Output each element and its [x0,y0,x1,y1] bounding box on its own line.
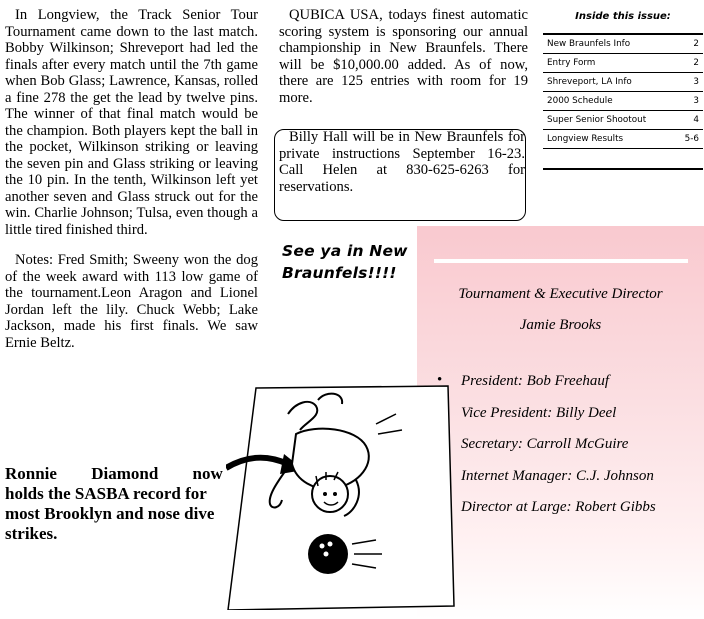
officer-item: • Internet Manager: C.J. Johnson [437,468,656,500]
record-line-2: holds the SASBA record for [5,484,207,503]
officer-item: • President: Bob Freehauf [437,373,656,405]
record-line-1: Ronnie Diamond now [5,464,223,483]
inside-this-issue [543,0,703,170]
contents-label: New Braunfels Info [543,35,679,54]
record-line-3: most Brooklyn and nose dive [5,504,215,523]
billy-hall-notice: Billy Hall will be in New Braunfels for private instructions September 16-23. Call Helen at 830-625-6263 for reservations. [279,129,525,195]
contents-page: 4 [679,111,703,130]
officer-item: • Vice President: Billy Deel [437,405,656,437]
contents-label: 2000 Schedule [543,92,679,111]
middle-column [279,7,528,106]
see-ya-heading [282,240,408,284]
qubica-article: QUBICA USA, todays finest automatic scoring system is sponsoring our annual championship in New Braunfels. There will be $10,000.00 added. As of now, there are 125 entries with room for 19 more. [279,7,528,106]
contents-page: 3 [679,92,703,111]
contents-row-empty [543,149,703,170]
officer-item: • Secretary: Carroll McGuire [437,436,656,468]
contents-row[interactable] [543,35,703,54]
contents-row[interactable] [543,111,703,130]
contents-row[interactable] [543,130,703,149]
contents-row[interactable] [543,54,703,73]
contents-label: Longview Results [543,130,679,149]
notes-paragraph: Notes: Fred Smith; Sweeny won the dog of the week award with 113 low game of the tournament.Leon Aragon and Lionel Jordan left the lily. Chuck Webb; Lake Jackson, made his first finals. We saw Ernie Beltz. [5,252,258,351]
contents-row[interactable] [543,92,703,111]
bowler-cartoon-icon [226,384,456,610]
contents-label: Entry Form [543,54,679,73]
contents-label: Shreveport, LA Info [543,73,679,92]
contents-label: Super Senior Shootout [543,111,679,130]
record-announcement [5,464,251,544]
director-title: Tournament & Executive Director [458,286,663,302]
contents-table [543,35,703,170]
longview-article: In Longview, the Track Senior Tour Tournament came down to the last match. Bobby Wilkinson; Shreveport had led the finals after every match until the 7th game when Bob Glass; Lawrence, Kansas, rolled a fine 278 the get the lead by twelve pins. The winner of that final match would be the champion. Both players kept the ball in the pocket, Wilkinson striking or leaving the seven pin and Glass striking or leaving the 10 pin. In the tenth, Wilkinson left yet another seven and Glass struck out for the win. Charlie Johnson; Tulsa, even though a little tired finished third. [5,7,258,238]
contents-page: 2 [679,54,703,73]
see-ya-line-2: Braunfels!!!! [282,264,397,282]
contents-page: 5-6 [679,130,703,149]
see-ya-line-1: See ya in New [282,242,408,260]
officers-panel [417,226,704,619]
officer-item: • Director at Large: Robert Gibbs [437,499,656,531]
contents-page: 2 [679,35,703,54]
left-column [5,7,258,351]
contents-row[interactable] [543,73,703,92]
contents-page: 3 [679,73,703,92]
billy-hall-box [274,129,526,221]
inside-title: Inside this issue: [543,0,703,35]
panel-divider [434,259,688,263]
record-line-4: strikes. [5,524,58,543]
officers-list [437,373,656,531]
director-name: Jamie Brooks [519,317,602,333]
